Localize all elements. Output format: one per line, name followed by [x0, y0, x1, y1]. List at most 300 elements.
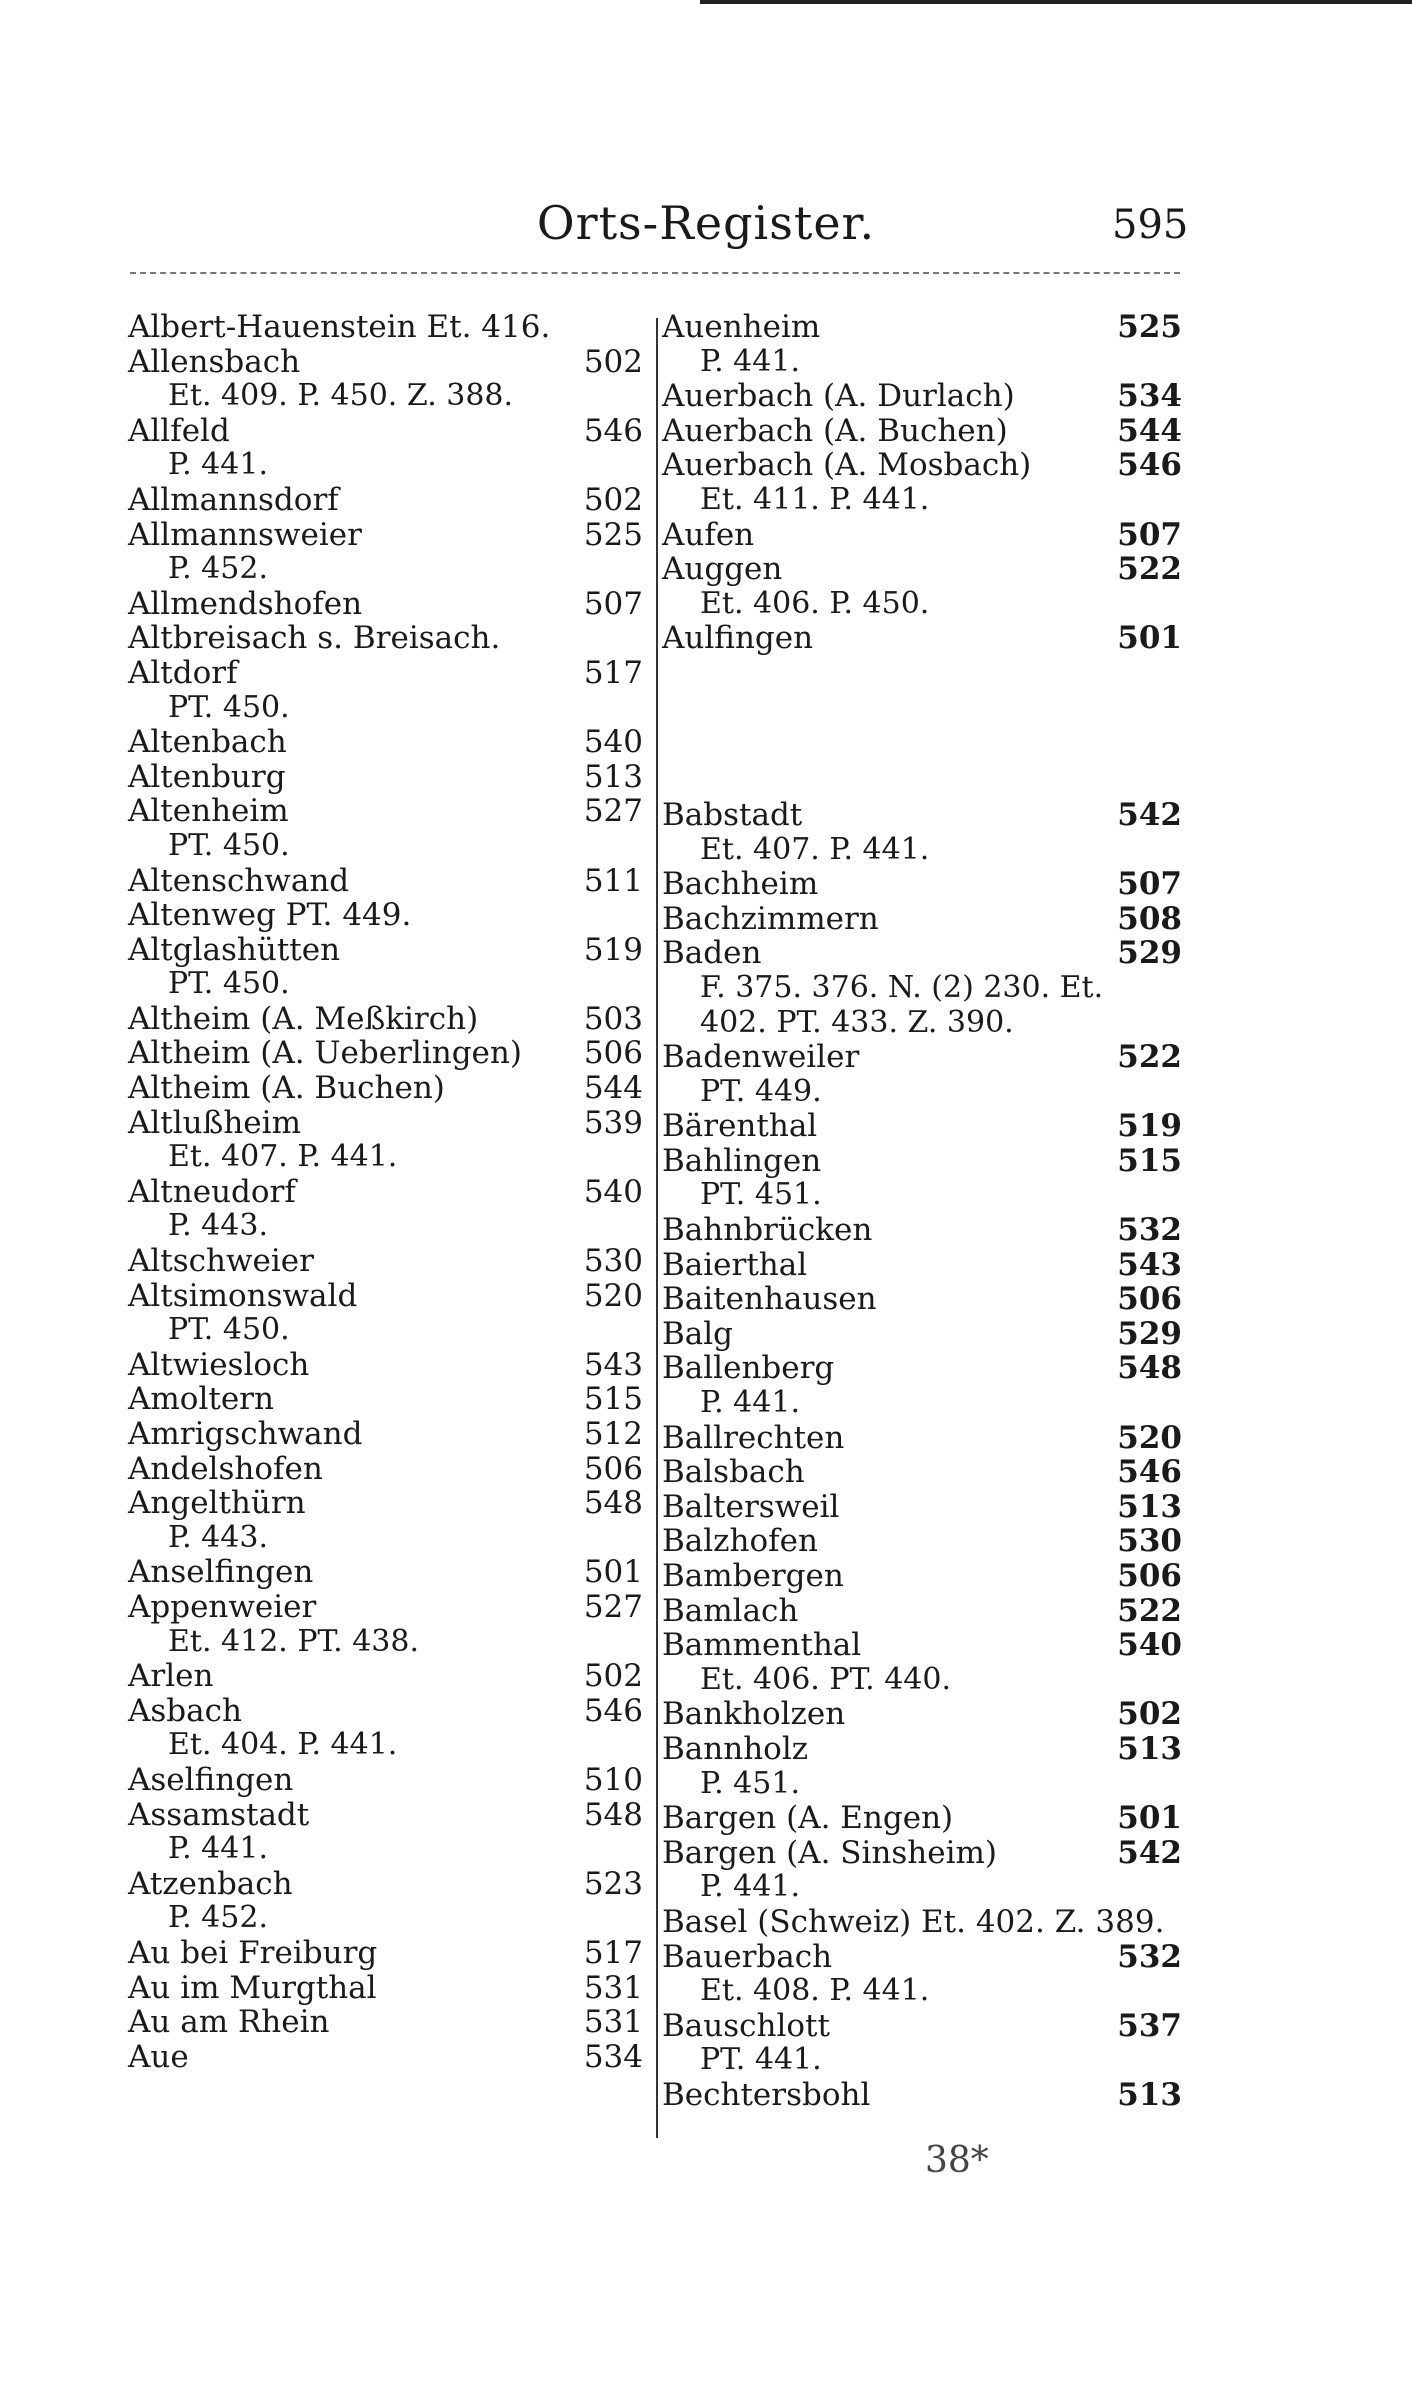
entry-name: Balsbach: [662, 1454, 805, 1491]
entry-row: [662, 1905, 1182, 1940]
index-entry: [662, 1594, 1182, 1629]
entry-row: [128, 483, 643, 518]
entry-name: Baltersweil: [662, 1488, 840, 1525]
entry-page: 525: [1117, 309, 1182, 345]
entry-name: Altenweg PT. 449.: [128, 897, 412, 934]
entry-row: [128, 1175, 643, 1210]
entry-name: Arlen: [128, 1658, 214, 1695]
entry-name: Bankholzen: [662, 1696, 846, 1733]
entry-page: 506: [1117, 1281, 1182, 1318]
index-entry: [128, 2040, 643, 2075]
entry-row: [128, 1106, 643, 1141]
index-entry: [662, 1905, 1182, 1940]
index-entry: [662, 1697, 1182, 1732]
entry-reference: P. 441.: [700, 1869, 800, 1905]
entry-row: [662, 310, 1182, 345]
entry-page: 517: [583, 1934, 643, 1971]
entry-reference: Et. 406. P. 450.: [700, 585, 930, 621]
entry-reference: F. 375. 376. N. (2) 230. Et.: [700, 969, 1104, 1005]
entry-name: Altwiesloch: [128, 1346, 310, 1383]
entry-name: Bambergen: [662, 1558, 844, 1594]
entry-page: 548: [1117, 1350, 1182, 1387]
entry-name: Bahnbrücken: [662, 1212, 873, 1249]
entry-page: 540: [583, 1173, 643, 1210]
entry-row: [662, 1455, 1182, 1490]
index-entry: [662, 1351, 1182, 1420]
entry-name: Babstadt: [662, 796, 803, 833]
index-entry: [662, 2009, 1182, 2078]
entry-name: Altdorf: [128, 654, 238, 691]
entry-name: Altschweier: [128, 1243, 314, 1280]
entry-reference: P. 441.: [700, 1385, 800, 1421]
index-entry: [662, 1836, 1182, 1905]
entry-row: [128, 656, 643, 691]
entry-row: [128, 1659, 643, 1694]
entry-row: [662, 1109, 1182, 1144]
entry-name: Badenweiler: [662, 1039, 860, 1076]
index-entry: [128, 898, 643, 933]
index-entry: [662, 448, 1182, 517]
entry-name: Auenheim: [662, 309, 821, 345]
index-entry: [128, 1936, 643, 1971]
entry-row: [662, 798, 1182, 833]
entry-page: 534: [1117, 378, 1182, 415]
entry-row: [128, 1244, 643, 1279]
entry-row: [128, 1417, 643, 1452]
entry-row: [662, 1351, 1182, 1386]
entry-name: Auerbach (A. Mosbach): [662, 447, 1032, 484]
index-entry: [128, 1417, 643, 1452]
entry-page: 530: [583, 1243, 643, 1280]
entry-reference: P. 443.: [168, 1208, 268, 1244]
index-entry: [128, 864, 643, 899]
entry-page: 522: [1117, 551, 1182, 588]
entry-name: Au bei Freiburg: [128, 1934, 378, 1971]
entry-page: 534: [583, 2038, 643, 2075]
entry-row: [662, 1801, 1182, 1836]
entry-name: Balzhofen: [662, 1523, 818, 1560]
entry-page: 544: [583, 1070, 643, 1107]
entry-name: Altsimonswald: [128, 1277, 358, 1314]
index-entry: [662, 1455, 1182, 1490]
entry-page: 546: [1117, 447, 1182, 484]
entry-row: [662, 1421, 1182, 1456]
entry-reference: P. 452.: [168, 551, 268, 587]
entry-page: 539: [583, 1104, 643, 1141]
entry-reference: P. 452.: [168, 1900, 268, 1936]
entry-row: [662, 1213, 1182, 1248]
entry-page: 531: [583, 2004, 643, 2041]
entry-name: Altenschwand: [128, 862, 350, 899]
entry-page: 520: [1117, 1419, 1182, 1456]
entry-page: 501: [1117, 620, 1182, 657]
entry-reference: P. 451.: [700, 1765, 800, 1801]
entry-row: [128, 414, 643, 449]
entry-name: Appenweier: [128, 1588, 317, 1625]
entry-reference: Et. 412. PT. 438.: [168, 1623, 420, 1659]
entry-name: Altneudorf: [128, 1173, 296, 1210]
entry-page: 548: [583, 1796, 643, 1833]
index-entry: [662, 310, 1182, 379]
entry-row: [128, 725, 643, 760]
entry-row: [128, 1590, 643, 1625]
entry-row: [662, 1282, 1182, 1317]
entry-row: [128, 1071, 643, 1106]
entry-row: [128, 760, 643, 795]
entry-name: Anselfingen: [128, 1554, 314, 1591]
entry-name: Ballenberg: [662, 1350, 835, 1387]
index-entry: [662, 867, 1182, 902]
entry-row: [128, 2040, 643, 2075]
entry-reference: 402. PT. 433. Z. 390.: [700, 1004, 1014, 1040]
entry-row: [662, 414, 1182, 449]
index-entry: [662, 1144, 1182, 1213]
index-entry: [662, 1524, 1182, 1559]
entry-row: [662, 1559, 1182, 1594]
index-entry: [128, 1382, 643, 1417]
index-entry: [128, 1106, 643, 1175]
entry-row: [662, 1594, 1182, 1629]
entry-row: [662, 1524, 1182, 1559]
entry-page: 522: [1117, 1039, 1182, 1076]
entry-reference: Et. 407. P. 441.: [168, 1139, 398, 1175]
section-gap: [662, 656, 1182, 798]
entry-row: [128, 1002, 643, 1037]
entry-page: 540: [1117, 1627, 1182, 1664]
entry-name: Altenburg: [128, 758, 286, 795]
entry-reference: PT. 450.: [168, 1312, 290, 1348]
entry-page: 520: [583, 1277, 643, 1314]
entry-reference: PT. 449.: [700, 1073, 822, 1109]
entry-row: [662, 1940, 1182, 1975]
entry-name: Basel (Schweiz) Et. 402. Z. 389.: [662, 1903, 1165, 1940]
entry-page: 544: [1117, 412, 1182, 449]
entry-row: [128, 587, 643, 622]
entry-row: [128, 345, 643, 380]
entry-name: Angelthürn: [128, 1485, 306, 1522]
index-entry: [662, 1801, 1182, 1836]
index-entry: [128, 1659, 643, 1694]
index-entry: [128, 1279, 643, 1348]
entry-reference: Et. 407. P. 441.: [700, 831, 930, 867]
entry-page: 502: [583, 1658, 643, 1695]
entry-name: Aufen: [662, 516, 755, 553]
entry-row: [662, 518, 1182, 553]
index-entry: [128, 1763, 643, 1798]
signature-mark: 38*: [925, 2140, 989, 2181]
entry-row: [662, 379, 1182, 414]
entry-page: 517: [583, 654, 643, 691]
entry-reference: P. 441.: [168, 447, 268, 483]
entry-reference: PT. 441.: [700, 2042, 822, 2078]
entry-page: 546: [1117, 1454, 1182, 1491]
entry-row: [128, 1279, 643, 1314]
index-entry: [128, 760, 643, 795]
entry-name: Allmendshofen: [128, 585, 363, 622]
entry-row: [128, 1971, 643, 2006]
index-entry: [662, 1940, 1182, 2009]
entry-row: [662, 1836, 1182, 1871]
entry-page: 501: [1117, 1800, 1182, 1837]
entry-name: Allmannsdorf: [128, 481, 339, 518]
entry-reference: P. 441.: [168, 1831, 268, 1867]
index-entry: [662, 1213, 1182, 1248]
entry-row: [128, 1382, 643, 1417]
index-entry: [128, 1348, 643, 1383]
entry-row: [662, 621, 1182, 656]
entry-page: 540: [583, 724, 643, 761]
entry-page: 542: [1117, 1834, 1182, 1871]
entry-row: [128, 518, 643, 553]
entry-name: Bechtersbohl: [662, 2076, 871, 2113]
entry-page: 513: [1117, 1730, 1182, 1767]
entry-row: [662, 1040, 1182, 1075]
entry-name: Bauerbach: [662, 1938, 833, 1975]
index-entry: [662, 414, 1182, 449]
entry-row: [128, 1798, 643, 1833]
entry-name: Baden: [662, 935, 762, 972]
entry-row: [128, 1936, 643, 1971]
entry-page: 532: [1117, 1938, 1182, 1975]
entry-row: [662, 1490, 1182, 1525]
entry-row: [128, 1763, 643, 1798]
index-entry: [128, 1002, 643, 1037]
entry-name: Balg: [662, 1315, 734, 1352]
index-entry: [128, 794, 643, 863]
entry-name: Amrigschwand: [128, 1416, 363, 1452]
entry-reference: PT. 450.: [168, 827, 290, 863]
entry-row: [128, 1348, 643, 1383]
entry-row: [662, 936, 1182, 971]
index-entry: [662, 552, 1182, 621]
entry-reference: Et. 411. P. 441.: [700, 481, 930, 517]
index-entry: [128, 483, 643, 518]
entry-page: 507: [1117, 866, 1182, 903]
entry-reference: Et. 408. P. 441.: [700, 1973, 930, 2009]
index-entry: [128, 1452, 643, 1487]
entry-row: [662, 2078, 1182, 2113]
index-entry: [128, 621, 643, 656]
entry-reference: Et. 406. PT. 440.: [700, 1661, 952, 1697]
entry-page: 507: [1117, 516, 1182, 553]
entry-name: Altbreisach s. Breisach.: [128, 620, 501, 657]
entry-row: [662, 1248, 1182, 1283]
entry-name: Ballrechten: [662, 1419, 845, 1456]
entry-row: [128, 864, 643, 899]
entry-page: 503: [583, 1000, 643, 1037]
entry-name: Aulfingen: [662, 620, 814, 657]
entry-name: Albert-Hauenstein Et. 416.: [128, 309, 551, 345]
index-entry: [128, 933, 643, 1002]
entry-name: Bamlach: [662, 1592, 799, 1629]
index-entry: [662, 1732, 1182, 1801]
entry-page: 502: [583, 481, 643, 518]
entry-name: Auggen: [662, 551, 783, 588]
column-divider: [656, 318, 658, 2138]
entry-name: Altlußheim: [128, 1104, 301, 1141]
entry-page: 519: [1117, 1108, 1182, 1145]
entry-reference: Et. 409. P. 450. Z. 388.: [168, 378, 514, 414]
index-entry: [662, 379, 1182, 414]
entry-name: Bargen (A. Engen): [662, 1800, 954, 1837]
entry-reference: PT. 450.: [168, 966, 290, 1002]
index-entry: [662, 798, 1182, 867]
index-entry: [128, 1555, 643, 1590]
right-column: [662, 310, 1182, 2113]
entry-name: Auerbach (A. Buchen): [662, 412, 1008, 449]
entry-row: [128, 1694, 643, 1729]
entry-page: 511: [583, 862, 643, 899]
entry-page: 519: [583, 931, 643, 968]
index-entry: [128, 1867, 643, 1936]
entry-name: Auerbach (A. Durlach): [662, 378, 1015, 415]
index-entry: [128, 656, 643, 725]
entry-name: Andelshofen: [128, 1450, 323, 1487]
index-entry: [662, 1421, 1182, 1456]
entry-page: 513: [1117, 1488, 1182, 1525]
entry-row: [662, 448, 1182, 483]
index-entry: [128, 1590, 643, 1659]
entry-page: 512: [583, 1416, 643, 1452]
entry-row: [128, 1555, 643, 1590]
entry-page: 527: [583, 793, 643, 830]
entry-row: [662, 1697, 1182, 1732]
entry-name: Assamstadt: [128, 1796, 310, 1833]
index-entry: [662, 1628, 1182, 1697]
index-entry: [128, 310, 643, 345]
entry-page: 543: [583, 1346, 643, 1383]
entry-row: [662, 867, 1182, 902]
entry-row: [662, 1144, 1182, 1179]
index-entry: [128, 1971, 643, 2006]
entry-name: Atzenbach: [128, 1865, 293, 1902]
entry-page: 525: [583, 516, 643, 553]
entry-name: Aselfingen: [128, 1761, 294, 1798]
entry-row: [128, 621, 643, 656]
entry-page: 543: [1117, 1246, 1182, 1283]
entry-name: Allmannsweier: [128, 516, 362, 553]
index-entry: [128, 1694, 643, 1763]
index-entry: [128, 725, 643, 760]
header-rule: [130, 272, 1180, 274]
index-entry: [662, 1490, 1182, 1525]
entry-row: [128, 310, 643, 345]
index-entry: [662, 1040, 1182, 1109]
index-entry: [128, 1036, 643, 1071]
index-entry: [662, 1248, 1182, 1283]
entry-name: Bammenthal: [662, 1627, 862, 1664]
index-entry: [662, 2078, 1182, 2113]
entry-name: Allensbach: [128, 343, 301, 380]
entry-name: Allfeld: [128, 412, 230, 449]
entry-page: 529: [1117, 1315, 1182, 1352]
entry-page: 501: [583, 1554, 643, 1591]
entry-row: [662, 1317, 1182, 1352]
entry-name: Amoltern: [128, 1381, 274, 1418]
entry-page: 506: [1117, 1558, 1182, 1594]
entry-name: Au am Rhein: [128, 2004, 330, 2041]
entry-row: [128, 2005, 643, 2040]
entry-page: 506: [583, 1450, 643, 1487]
entry-row: [662, 1628, 1182, 1663]
entry-page: 529: [1117, 935, 1182, 972]
entry-page: 531: [583, 1969, 643, 2006]
entry-page: 502: [1117, 1696, 1182, 1733]
index-entry: [128, 414, 643, 483]
page-number: 595: [1112, 202, 1189, 248]
index-entry: [128, 1071, 643, 1106]
entry-name: Altenheim: [128, 793, 289, 830]
entry-row: [128, 794, 643, 829]
entry-page: 537: [1117, 2007, 1182, 2044]
entry-page: 523: [583, 1865, 643, 1902]
entry-name: Altglashütten: [128, 931, 341, 968]
entry-page: 508: [1117, 900, 1182, 937]
entry-page: 546: [583, 1692, 643, 1729]
index-entry: [662, 902, 1182, 937]
page-title: Orts-Register.: [536, 196, 876, 250]
entry-row: [662, 1732, 1182, 1767]
index-entry: [128, 1486, 643, 1555]
entry-page: 522: [1117, 1592, 1182, 1629]
index-entry: [662, 1282, 1182, 1317]
entry-name: Bachheim: [662, 866, 819, 903]
index-entry: [662, 518, 1182, 553]
entry-name: Bärenthal: [662, 1108, 818, 1145]
index-entry: [128, 1175, 643, 1244]
index-entry: [128, 1244, 643, 1279]
entry-row: [662, 2009, 1182, 2044]
entry-name: Bannholz: [662, 1730, 809, 1767]
entry-page: 510: [583, 1761, 643, 1798]
entry-page: 546: [583, 412, 643, 449]
entry-row: [128, 1486, 643, 1521]
entry-page: 502: [583, 343, 643, 380]
entry-page: 515: [1117, 1142, 1182, 1179]
entry-row: [128, 898, 643, 933]
entry-name: Au im Murgthal: [128, 1969, 377, 2006]
entry-name: Altheim (A. Buchen): [128, 1070, 445, 1107]
entry-page: 532: [1117, 1212, 1182, 1249]
entry-name: Baitenhausen: [662, 1281, 877, 1318]
index-entry: [662, 1559, 1182, 1594]
index-entry: [128, 518, 643, 587]
index-entry: [662, 621, 1182, 656]
entry-name: Bargen (A. Sinsheim): [662, 1834, 998, 1871]
entry-row: [128, 1036, 643, 1071]
entry-row: [128, 933, 643, 968]
entry-reference: P. 441.: [700, 343, 800, 379]
index-entry: [662, 936, 1182, 1040]
entry-page: 542: [1117, 796, 1182, 833]
left-column: [128, 310, 643, 2074]
entry-page: 530: [1117, 1523, 1182, 1560]
entry-name: Bauschlott: [662, 2007, 830, 2044]
entry-page: 527: [583, 1588, 643, 1625]
entry-page: 548: [583, 1485, 643, 1522]
entry-row: [662, 902, 1182, 937]
index-entry: [662, 1317, 1182, 1352]
index-entry: [128, 345, 643, 414]
entry-reference: P. 443.: [168, 1519, 268, 1555]
entry-page: 507: [583, 585, 643, 622]
entry-name: Asbach: [128, 1692, 242, 1729]
entry-name: Baierthal: [662, 1246, 808, 1283]
entry-row: [128, 1452, 643, 1487]
entry-page: 513: [1117, 2076, 1182, 2113]
entry-name: Aue: [128, 2038, 189, 2075]
index-entry: [662, 1109, 1182, 1144]
